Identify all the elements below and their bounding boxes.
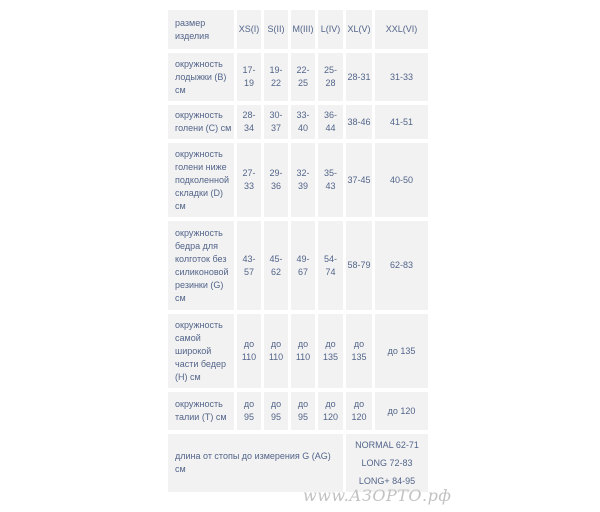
- measurement-value: 54-74: [318, 221, 343, 310]
- product-size-header: размер изделия: [168, 10, 234, 49]
- measurement-value: до 120: [346, 392, 372, 430]
- measurement-label: окружность самой широкой части бедер (H) см: [168, 314, 234, 388]
- measurement-value: 22-25: [291, 53, 315, 101]
- foot-length-options: [346, 434, 428, 492]
- length-option-long-plus: LONG+ 84-95: [358, 476, 416, 486]
- measurement-value: до 95: [264, 392, 288, 430]
- measurement-value: 28-34: [237, 105, 261, 139]
- measurement-label: окружность голени (C) см: [168, 105, 234, 139]
- measurement-value: 31-33: [375, 53, 428, 101]
- foot-length-row: [168, 434, 428, 492]
- measurement-row-ankle: [168, 53, 428, 101]
- size-column-header-s: S(II): [264, 10, 288, 49]
- measurement-label: окружность голени ниже подколенной складки (D) см: [168, 143, 234, 217]
- measurement-value: до 110: [264, 314, 288, 388]
- measurement-value: до 120: [375, 392, 428, 430]
- measurement-value: 43-57: [237, 221, 261, 310]
- size-column-header-xs: XS(I): [237, 10, 261, 49]
- foot-length-label: длина от стопы до измерения G (AG) см: [168, 434, 343, 492]
- size-column-header-m: M(III): [291, 10, 315, 49]
- measurement-value: 28-31: [346, 53, 372, 101]
- size-column-header-xxl: XXL(VI): [375, 10, 428, 49]
- measurement-value: 27-33: [237, 143, 261, 217]
- measurement-value: 35-43: [318, 143, 343, 217]
- measurement-value: 25-28: [318, 53, 343, 101]
- measurement-row-thigh: [168, 221, 428, 310]
- measurement-value: до 95: [291, 392, 315, 430]
- measurement-row-below-knee: [168, 143, 428, 217]
- length-option-normal: NORMAL 62-71: [355, 440, 419, 450]
- measurement-value: 37-45: [346, 143, 372, 217]
- measurement-value: 19-22: [264, 53, 288, 101]
- measurement-value: 30-37: [264, 105, 288, 139]
- measurement-label: окружность лодыжки (B) см: [168, 53, 234, 101]
- size-column-header-xl: XL(V): [346, 10, 372, 49]
- measurement-value: до 110: [237, 314, 261, 388]
- measurement-value: до 135: [375, 314, 428, 388]
- measurement-value: до 110: [291, 314, 315, 388]
- size-table-header-row: [168, 10, 428, 49]
- measurement-value: 40-50: [375, 143, 428, 217]
- measurement-row-calf: [168, 105, 428, 139]
- measurement-value: 49-67: [291, 221, 315, 310]
- measurement-value: 58-79: [346, 221, 372, 310]
- measurement-value: до 135: [346, 314, 372, 388]
- measurement-row-waist: [168, 392, 428, 430]
- measurement-row-hips: [168, 314, 428, 388]
- length-option-long: LONG 72-83: [361, 458, 413, 468]
- site-watermark: www.АЗОРТО.рф: [303, 486, 452, 505]
- measurement-label: окружность бедра для колготок без силиконовой резинки (G) см: [168, 221, 234, 310]
- size-table: [165, 6, 431, 496]
- measurement-value: 32-39: [291, 143, 315, 217]
- measurement-value: 38-46: [346, 105, 372, 139]
- measurement-value: 29-36: [264, 143, 288, 217]
- measurement-value: 45-62: [264, 221, 288, 310]
- measurement-value: 36-44: [318, 105, 343, 139]
- measurement-value: до 120: [318, 392, 343, 430]
- measurement-value: до 135: [318, 314, 343, 388]
- measurement-label: окружность талии (T) см: [168, 392, 234, 430]
- measurement-value: 17-19: [237, 53, 261, 101]
- measurement-value: 41-51: [375, 105, 428, 139]
- measurement-value: 62-83: [375, 221, 428, 310]
- measurement-value: до 95: [237, 392, 261, 430]
- measurement-value: 33-40: [291, 105, 315, 139]
- size-column-header-l: L(IV): [318, 10, 343, 49]
